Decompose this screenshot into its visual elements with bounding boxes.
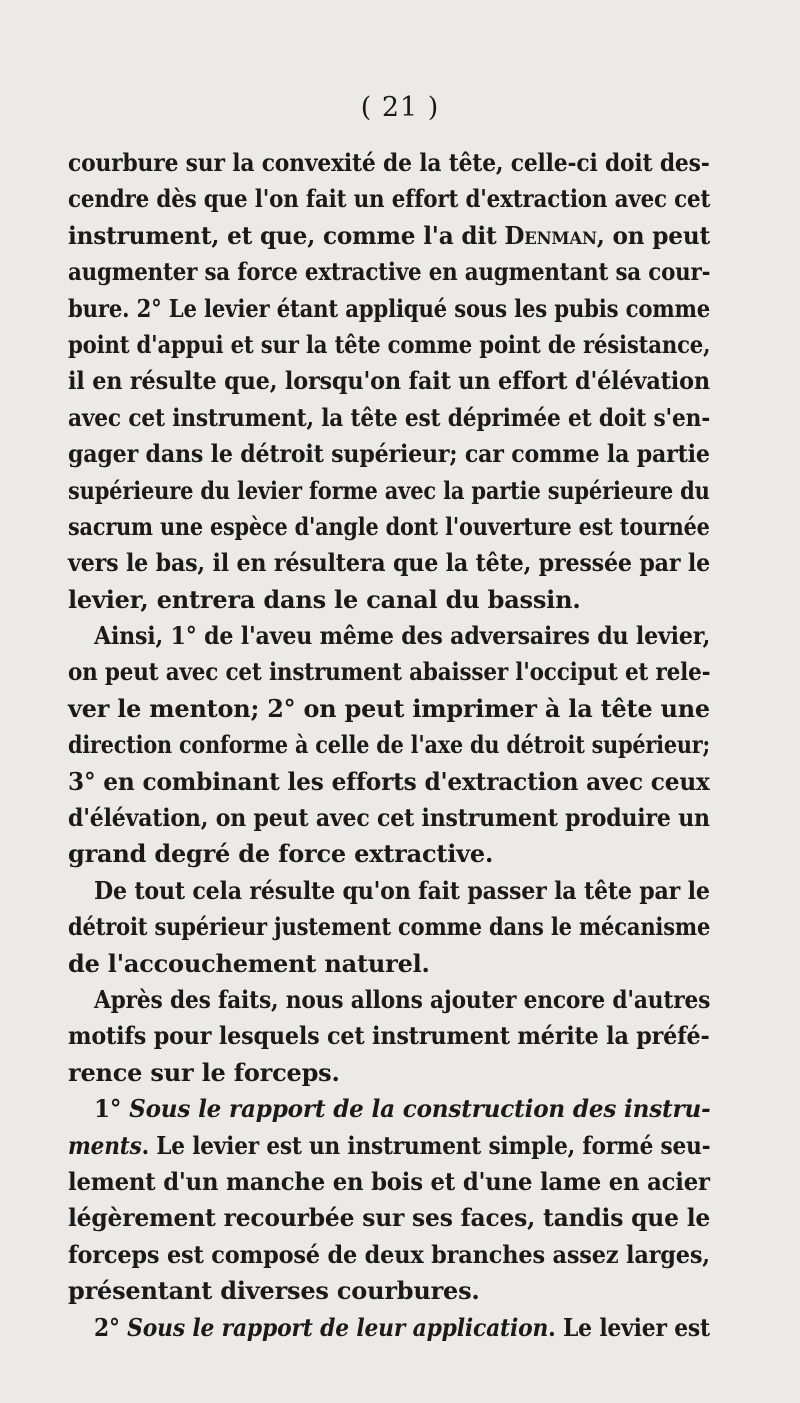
text-line — [68, 654, 710, 690]
line-text: ver le menton; 2° on peut imprimer à la tête une — [68, 693, 710, 723]
text-line — [68, 1091, 710, 1127]
text-line — [68, 545, 710, 581]
author-name: Denman — [504, 220, 597, 250]
text-line — [68, 618, 710, 654]
text-line — [68, 327, 710, 363]
line-text-segment: . Le levier est un instrument simple, formé seu- — [141, 1130, 711, 1160]
text-line — [68, 473, 710, 509]
line-text — [68, 218, 710, 254]
line-text: détroit supérieur justement comme dans le mécanisme — [68, 912, 711, 942]
line-text: levier, entrera dans le canal du bassin. — [68, 584, 581, 614]
line-text: d'élévation, on peut avec cet instrument produire un — [68, 803, 710, 833]
line-text — [94, 1091, 710, 1127]
text-line — [68, 436, 710, 472]
line-text-segment: 2° — [94, 1312, 128, 1342]
text-line — [68, 1128, 710, 1164]
line-text: rence sur le forceps. — [68, 1057, 340, 1087]
text-line — [68, 946, 710, 982]
body-text — [68, 145, 710, 1346]
line-text-segment: instrument, et que, comme l'a dit — [68, 220, 505, 250]
line-text: il en résulte que, lorsqu'on fait un effort d'élévation — [68, 366, 710, 396]
line-text: cendre dès que l'on fait un effort d'extraction avec cet — [68, 184, 711, 214]
line-text: courbure sur la convexité de la tête, celle-ci doit des- — [68, 148, 710, 177]
line-text: sacrum une espèce d'angle dont l'ouverture est tournée — [68, 511, 710, 541]
line-text: motifs pour lesquels cet instrument mérite la préfé- — [68, 1021, 710, 1051]
section-heading-italic: Sous le rapport de la construction des instru- — [129, 1094, 711, 1124]
line-text: légèrement recourbée sur ses faces, tandis que le — [68, 1203, 711, 1233]
text-line — [68, 909, 710, 945]
text-line — [68, 982, 710, 1018]
section-heading-italic: Sous le rapport de leur application — [127, 1312, 549, 1342]
line-text: Après des faits, nous allons ajouter encore d'autres — [94, 984, 711, 1014]
line-text — [68, 1128, 710, 1164]
text-line — [68, 1273, 710, 1309]
text-line — [68, 1164, 710, 1200]
text-line — [68, 800, 710, 836]
text-line — [68, 1018, 710, 1054]
line-text: grand degré de force extractive. — [68, 839, 494, 869]
text-line — [68, 254, 710, 290]
text-line — [68, 218, 710, 254]
text-line — [68, 582, 710, 618]
line-text: de l'accouchement naturel. — [68, 948, 430, 978]
line-text: lement d'un manche en bois et d'une lame en acier — [68, 1166, 710, 1196]
text-line — [68, 181, 710, 217]
text-line — [68, 145, 710, 181]
line-text: vers le bas, il en résultera que la tête, pressée par le — [68, 548, 711, 578]
text-line — [68, 691, 710, 727]
line-text-segment: 1° — [94, 1094, 130, 1124]
text-line — [68, 1310, 710, 1346]
text-line — [68, 873, 710, 909]
line-text: De tout cela résulte qu'on fait passer la tête par le — [94, 875, 710, 905]
line-text: 3° en combinant les efforts d'extraction avec ceux — [68, 766, 710, 796]
line-text: supérieure du levier forme avec la partie supérieure du — [68, 475, 710, 505]
line-text — [94, 1310, 710, 1346]
line-text: gager dans le détroit supérieur; car comme la partie — [68, 439, 710, 469]
line-text: augmenter sa force extractive en augmentant sa cour- — [68, 257, 711, 287]
line-text-segment: . Le levier est — [548, 1312, 710, 1342]
line-text: point d'appui et sur la tête comme point de résistance, — [68, 329, 711, 359]
text-line — [68, 1055, 710, 1091]
line-text-segment: , on peut — [596, 220, 711, 250]
page-number: ( 21 ) — [360, 92, 440, 123]
text-line — [68, 727, 710, 763]
line-text: bure. 2° Le levier étant appliqué sous les pubis comme — [68, 293, 711, 323]
line-text: présentant diverses courbures. — [68, 1276, 480, 1306]
text-line — [68, 764, 710, 800]
line-text: forceps est composé de deux branches assez larges, — [68, 1239, 710, 1269]
text-line — [68, 363, 710, 399]
text-line — [68, 1237, 710, 1273]
text-line — [68, 1200, 710, 1236]
line-text: direction conforme à celle de l'axe du détroit supérieur; — [68, 730, 711, 760]
text-line — [68, 291, 710, 327]
text-line — [68, 400, 710, 436]
line-text: on peut avec cet instrument abaisser l'occiput et rele- — [68, 657, 711, 687]
line-text: avec cet instrument, la tête est déprimée et doit s'en- — [68, 402, 711, 432]
text-line — [68, 836, 710, 872]
section-heading-italic: ments — [68, 1130, 142, 1160]
line-text: Ainsi, 1° de l'aveu même des adversaires du levier, — [94, 621, 711, 651]
text-line — [68, 509, 710, 545]
